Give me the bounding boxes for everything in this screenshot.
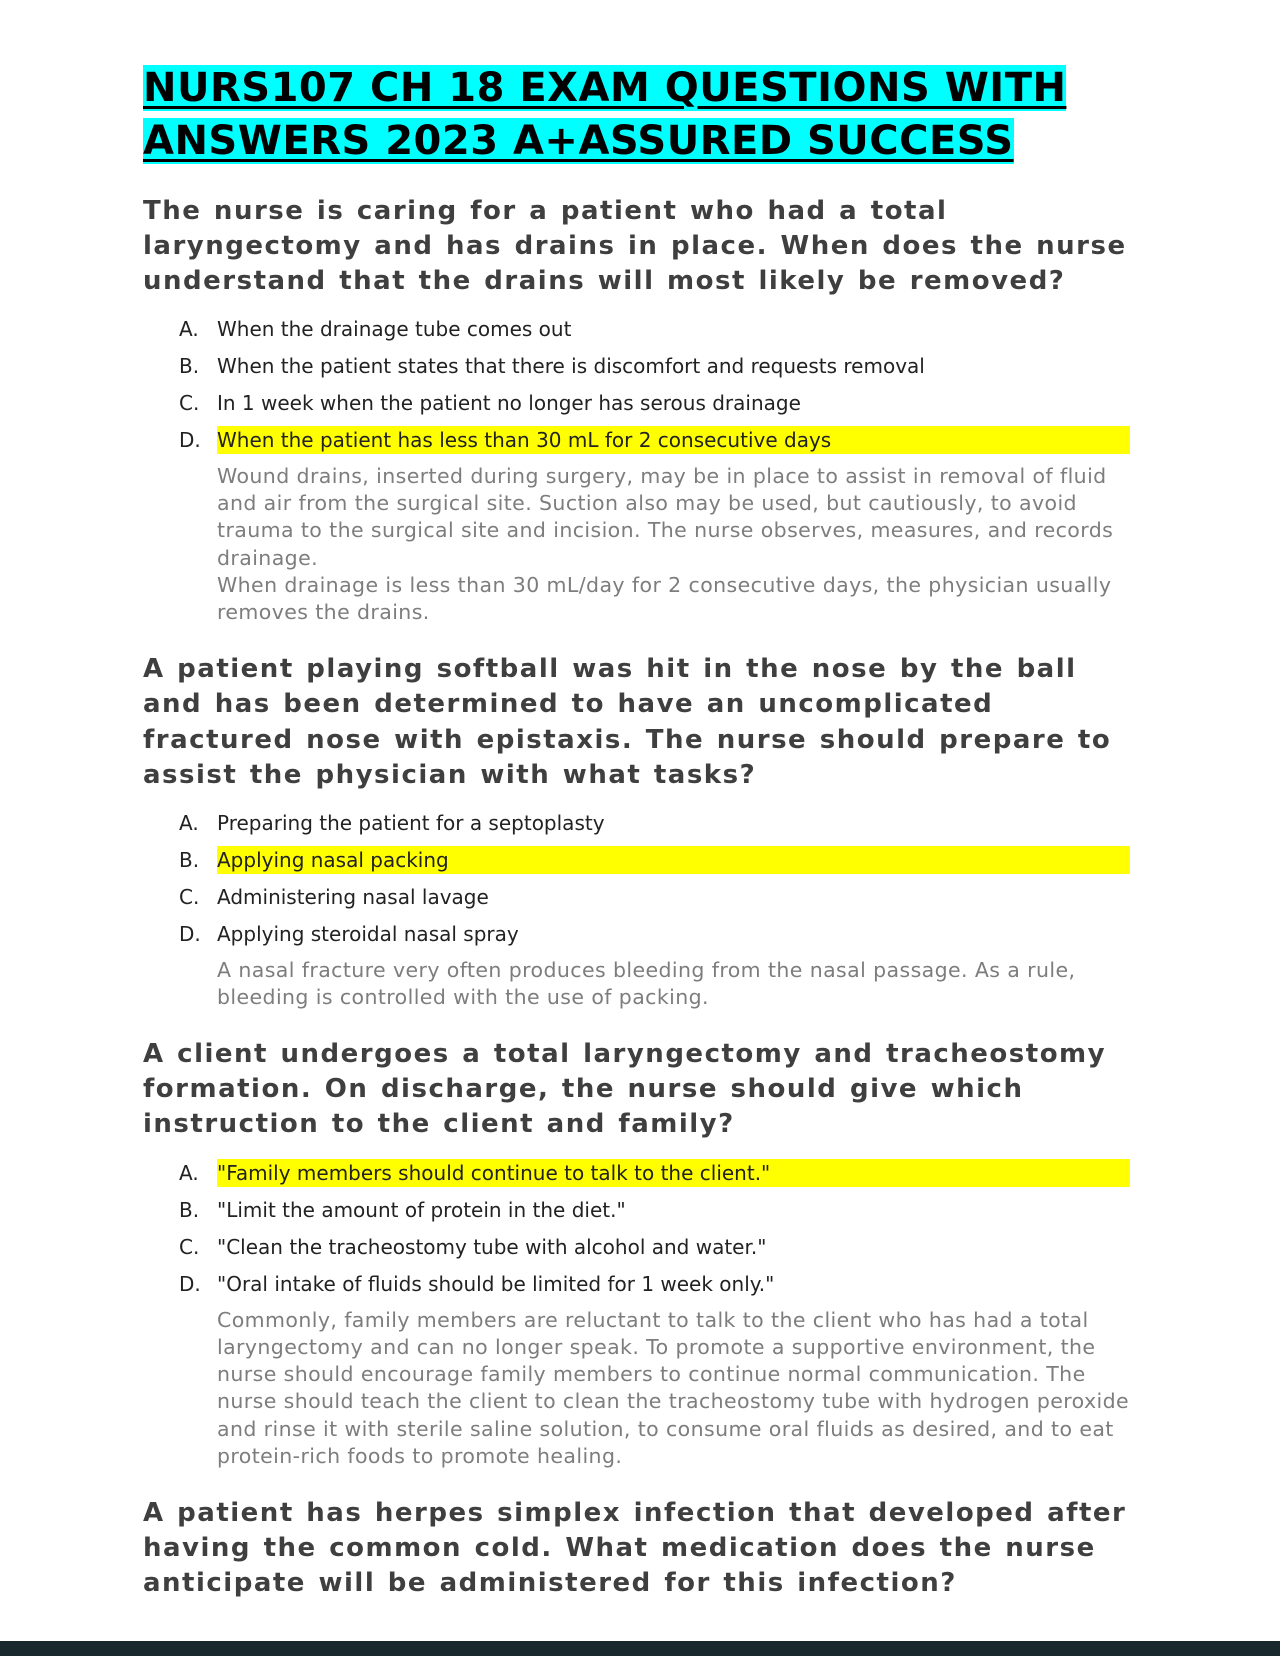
option-text: "Oral intake of fluids should be limited for 1 week only." xyxy=(217,1271,775,1296)
option-letter: D. xyxy=(179,921,201,946)
option-item xyxy=(179,1233,1130,1261)
options-list xyxy=(143,1159,1130,1298)
option-item xyxy=(179,1196,1130,1224)
option-letter: C. xyxy=(179,1234,200,1259)
document-title-line2: ANSWERS 2023 A+ASSURED SUCCESS xyxy=(143,117,1014,164)
option-text: Applying nasal packing xyxy=(217,846,1130,874)
option-item xyxy=(179,389,1130,417)
option-letter: D. xyxy=(179,427,201,452)
option-text: "Limit the amount of protein in the diet." xyxy=(217,1197,626,1222)
option-letter: C. xyxy=(179,884,200,909)
document-title xyxy=(143,62,1130,168)
option-item xyxy=(179,1270,1130,1298)
option-letter: B. xyxy=(179,1197,200,1222)
page-bottom-edge xyxy=(0,1641,1280,1656)
option-item xyxy=(179,426,1130,454)
questions-container xyxy=(143,194,1130,1602)
option-text: Applying steroidal nasal spray xyxy=(217,921,519,946)
answer-explanation xyxy=(143,957,1130,1012)
option-letter: B. xyxy=(179,353,200,378)
explanation-paragraph: When drainage is less than 30 mL/day for 2 consecutive days, the physician usually removes the drains. xyxy=(217,572,1112,625)
option-letter: B. xyxy=(179,847,200,872)
options-list xyxy=(143,809,1130,948)
question-text: The nurse is caring for a patient who had a total laryngectomy and has drains in place. When does the nurse understand that the drains will most likely be removed? xyxy=(143,195,1127,296)
option-text: Administering nasal lavage xyxy=(217,884,489,909)
option-text: When the drainage tube comes out xyxy=(217,316,572,341)
option-text: When the patient has less than 30 mL for 2 consecutive days xyxy=(217,426,1130,454)
explanation-paragraph: Commonly, family members are reluctant to talk to the client who has had a total laryngectomy and can no longer speak. To promote a supportive environment, the nurse should encourage family members to continue normal communication. The nurse should teach the client to clean the tracheostomy tube with hydrogen peroxide and rinse it with sterile saline solution, to consume oral fluids as desired, and to eat protein-rich foods to promote healing. xyxy=(217,1307,1129,1468)
question-block xyxy=(143,1496,1130,1601)
option-letter: A. xyxy=(179,810,199,835)
option-text: When the patient states that there is discomfort and requests removal xyxy=(217,353,925,378)
option-text: Preparing the patient for a septoplasty xyxy=(217,810,605,835)
option-letter: D. xyxy=(179,1271,201,1296)
explanation-paragraph: Wound drains, inserted during surgery, may be in place to assist in removal of fluid and air from the surgical site. Suction also may be used, but cautiously, to avoid trauma to the surgical site and incision. The nurse observes, measures, and records drainage. xyxy=(217,463,1114,570)
option-letter: A. xyxy=(179,316,199,341)
question-block xyxy=(143,194,1130,627)
question-text: A client undergoes a total laryngectomy and tracheostomy formation. On discharge, the nurse should give which instruction to the client and family? xyxy=(143,1039,1107,1140)
question-block xyxy=(143,1037,1130,1470)
option-item xyxy=(179,809,1130,837)
answer-explanation xyxy=(143,1307,1130,1471)
option-text: In 1 week when the patient no longer has serous drainage xyxy=(217,390,801,415)
option-item xyxy=(179,883,1130,911)
option-item xyxy=(179,352,1130,380)
option-text: "Family members should continue to talk to the client." xyxy=(217,1159,1130,1187)
question-text: A patient playing softball was hit in the nose by the ball and has been determined to have an uncomplicated fractured nose with epistaxis. The nurse should prepare to assist the physician with what tasks? xyxy=(143,654,1112,790)
option-item xyxy=(179,920,1130,948)
question-text: A patient has herpes simplex infection that developed after having the common cold. What medication does the nurse anticipate will be administered for this infection? xyxy=(143,1498,1127,1599)
option-text: "Clean the tracheostomy tube with alcohol and water." xyxy=(217,1234,767,1259)
option-letter: C. xyxy=(179,390,200,415)
explanation-paragraph: A nasal fracture very often produces bleeding from the nasal passage. As a rule, bleeding is controlled with the use of packing. xyxy=(217,957,1076,1009)
options-list xyxy=(143,315,1130,454)
document-title-line1: NURS107 CH 18 EXAM QUESTIONS WITH xyxy=(143,65,1067,111)
option-item xyxy=(179,1159,1130,1187)
option-letter: A. xyxy=(179,1160,199,1185)
option-item xyxy=(179,846,1130,874)
option-item xyxy=(179,315,1130,343)
answer-explanation xyxy=(143,463,1130,627)
question-block xyxy=(143,652,1130,1011)
